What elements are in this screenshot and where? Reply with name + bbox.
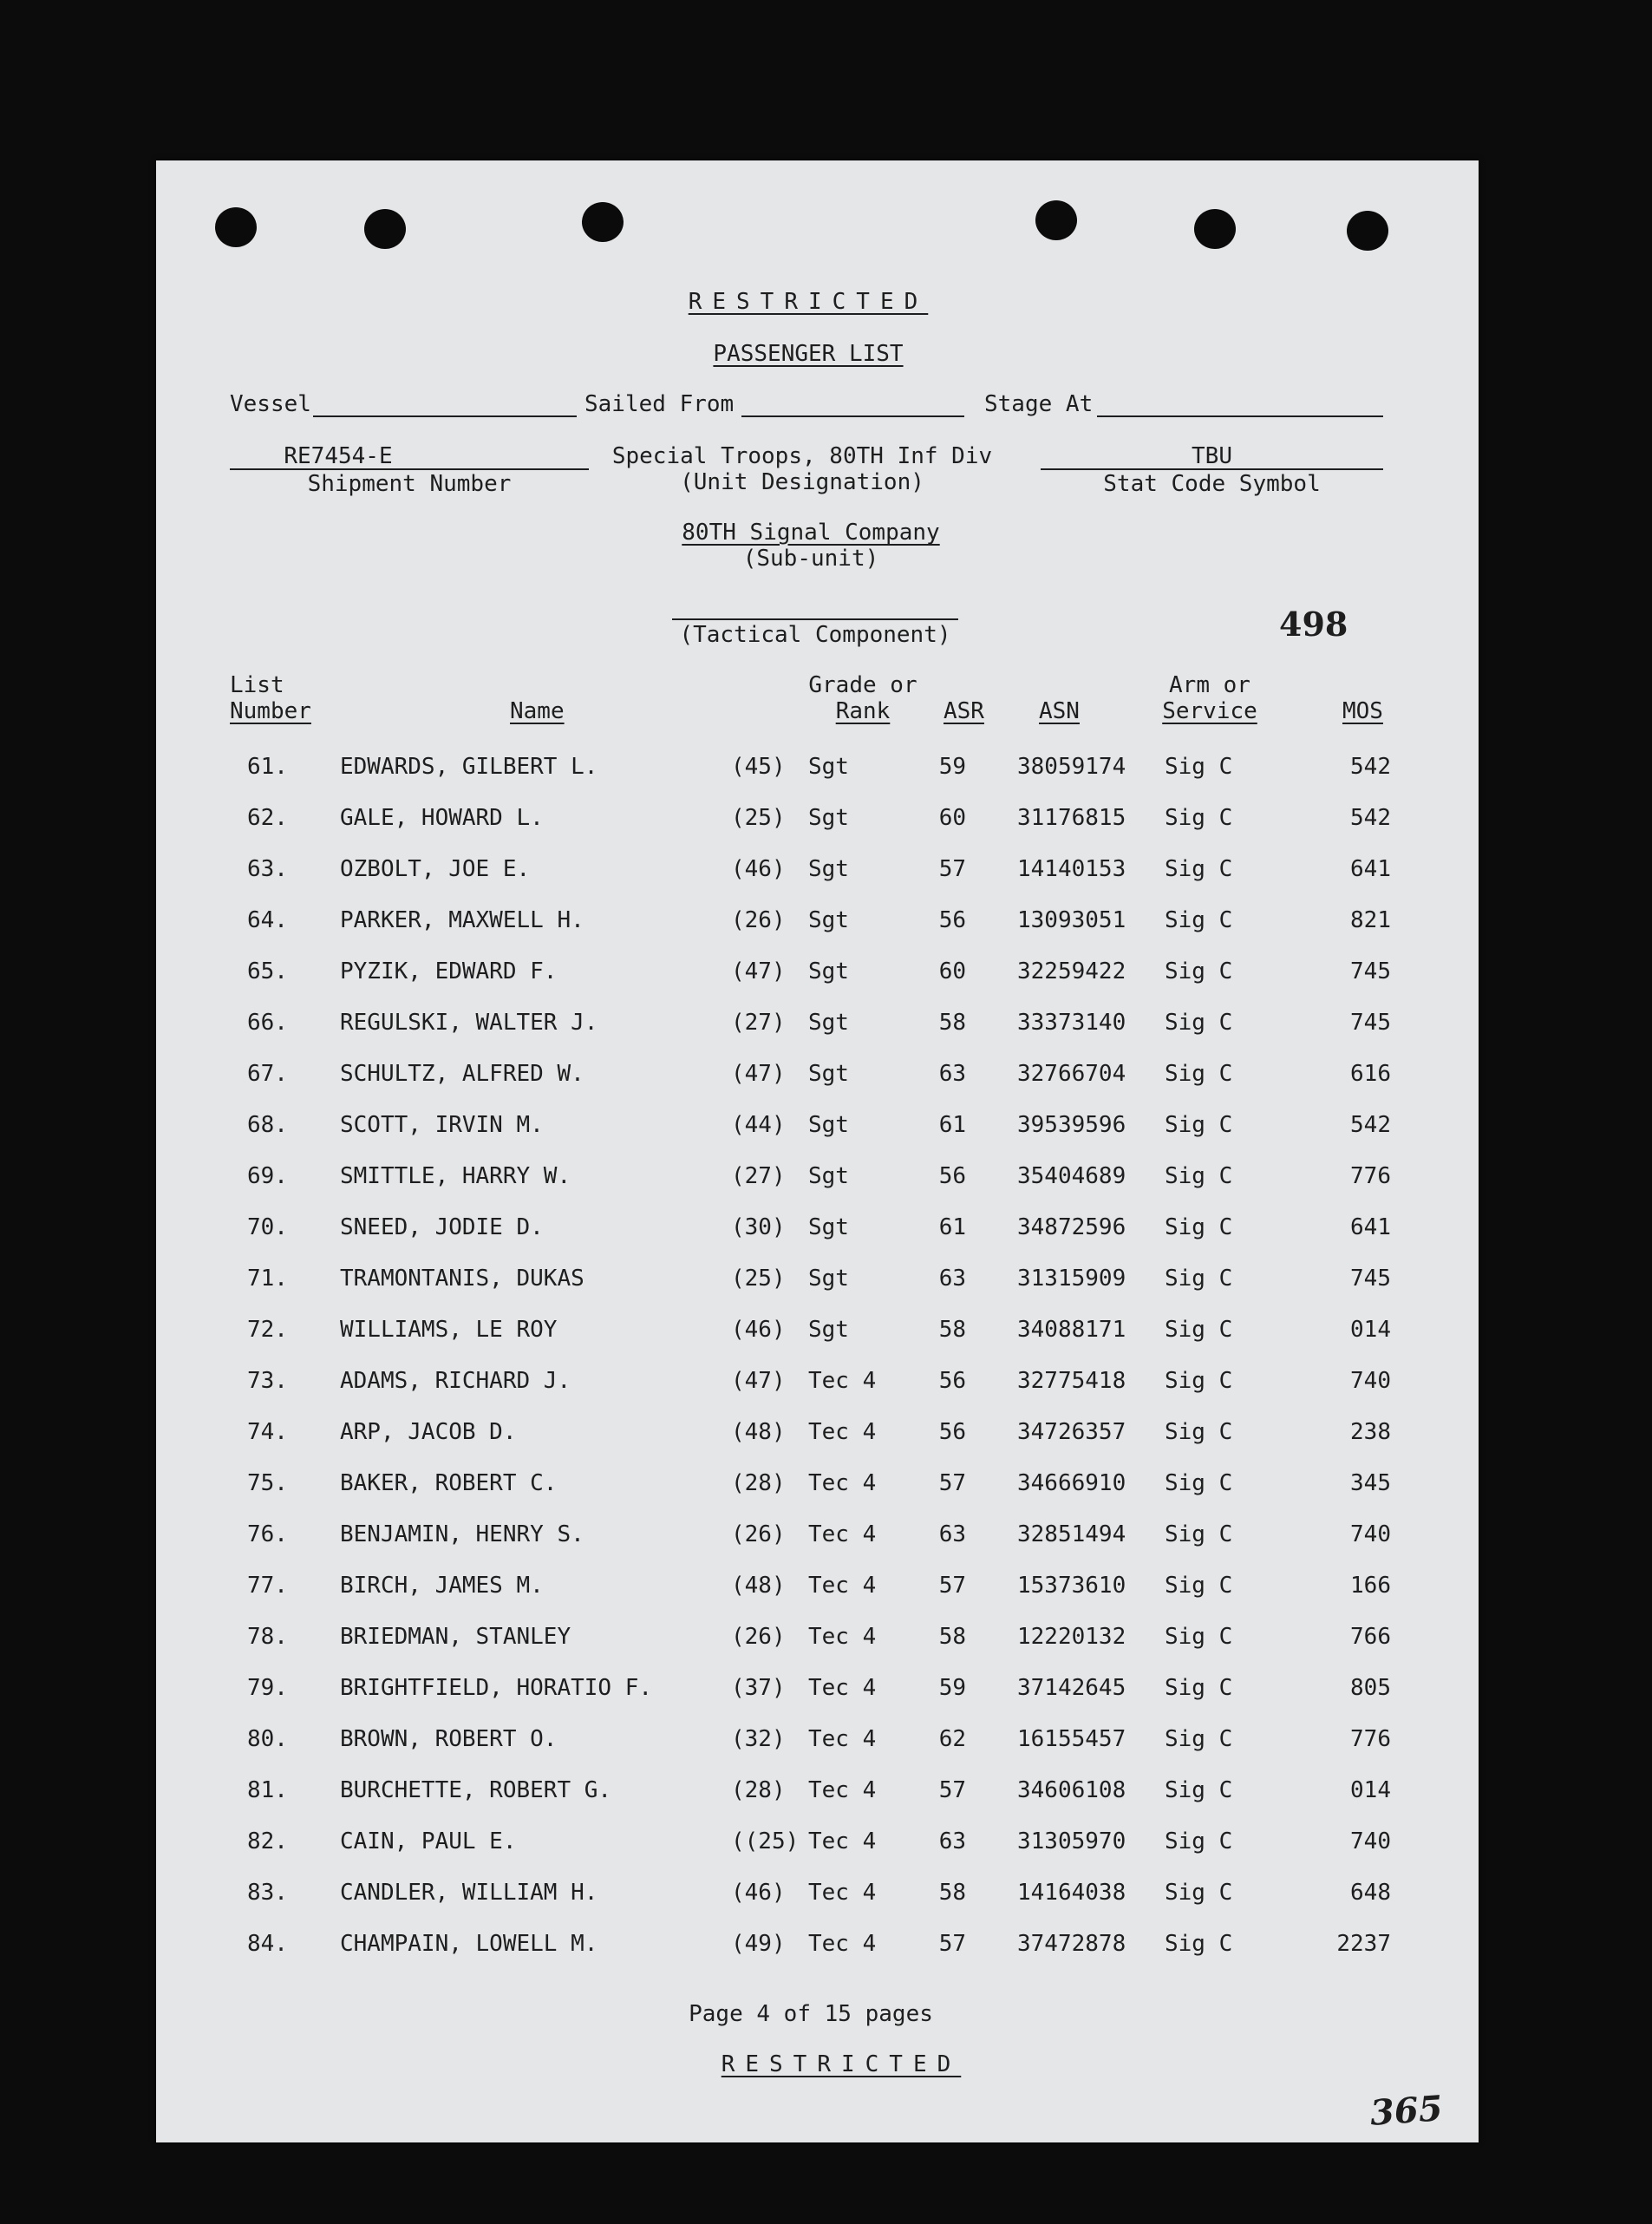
stat-code: TBU (1192, 443, 1232, 469)
grade: Sgt (808, 754, 849, 780)
grade: Sgt (808, 1163, 849, 1189)
list-number: 82. (247, 1828, 288, 1854)
asr: 57 (938, 1470, 966, 1496)
arm-service: Sig C (1165, 1726, 1233, 1752)
mos: 238 (1350, 1419, 1391, 1445)
arm-service: Sig C (1165, 1777, 1233, 1803)
table-row (156, 805, 1479, 840)
asn: 31176815 (1017, 805, 1126, 831)
table-row (156, 1368, 1479, 1403)
asr: 56 (938, 1419, 966, 1445)
sub-unit: 80TH Signal Company (682, 520, 940, 546)
age-code: (49) (731, 1931, 786, 1957)
mos: 776 (1350, 1726, 1391, 1752)
col-arm-2: Service (1162, 698, 1257, 724)
passenger-name: SNEED, JODIE D. (340, 1214, 544, 1240)
asn: 16155457 (1017, 1726, 1126, 1752)
stage-at-line (1097, 415, 1383, 417)
asr: 57 (938, 1777, 966, 1803)
arm-service: Sig C (1165, 754, 1233, 780)
punch-hole (582, 202, 624, 242)
col-name: Name (510, 698, 565, 724)
punch-hole (364, 209, 406, 249)
age-code: (45) (731, 754, 786, 780)
asn: 14140153 (1017, 856, 1126, 882)
arm-service: Sig C (1165, 1368, 1233, 1394)
table-row (156, 1880, 1479, 1914)
shipment-number: RE7454-E (284, 443, 393, 469)
grade: Sgt (808, 958, 849, 984)
grade: Tec 4 (808, 1368, 877, 1394)
table-row (156, 1112, 1479, 1147)
arm-service: Sig C (1165, 1010, 1233, 1036)
mos: 641 (1350, 1214, 1391, 1240)
asn: 39539596 (1017, 1112, 1126, 1138)
asr: 58 (938, 1317, 966, 1343)
classification-top: RESTRICTED (688, 289, 929, 315)
grade: Sgt (808, 856, 849, 882)
mos: 648 (1350, 1880, 1391, 1906)
asr: 61 (938, 1214, 966, 1240)
asr: 63 (938, 1521, 966, 1547)
mos: 740 (1350, 1828, 1391, 1854)
arm-service: Sig C (1165, 1061, 1233, 1087)
mos: 641 (1350, 856, 1391, 882)
list-number: 62. (247, 805, 288, 831)
passenger-name: BENJAMIN, HENRY S. (340, 1521, 584, 1547)
passenger-name: SMITTLE, HARRY W. (340, 1163, 571, 1189)
table-row (156, 1010, 1479, 1044)
arm-service: Sig C (1165, 1828, 1233, 1854)
list-number: 64. (247, 907, 288, 933)
list-number: 68. (247, 1112, 288, 1138)
passenger-name: BIRCH, JAMES M. (340, 1573, 544, 1599)
list-number: 76. (247, 1521, 288, 1547)
punch-hole (215, 207, 257, 247)
asr: 63 (938, 1828, 966, 1854)
mos: 345 (1350, 1470, 1391, 1496)
asn: 32851494 (1017, 1521, 1126, 1547)
col-grade-2: Rank (835, 698, 891, 724)
asr: 58 (938, 1624, 966, 1650)
mos: 542 (1350, 1112, 1391, 1138)
grade: Sgt (808, 1317, 849, 1343)
age-code: (47) (731, 958, 786, 984)
age-code: (30) (731, 1214, 786, 1240)
list-number: 67. (247, 1061, 288, 1087)
list-number: 84. (247, 1931, 288, 1957)
grade: Tec 4 (808, 1675, 877, 1701)
asn: 34606108 (1017, 1777, 1126, 1803)
list-number: 72. (247, 1317, 288, 1343)
asn: 34872596 (1017, 1214, 1126, 1240)
arm-service: Sig C (1165, 1214, 1233, 1240)
table-row (156, 1777, 1479, 1812)
list-number: 69. (247, 1163, 288, 1189)
passenger-name: BURCHETTE, ROBERT G. (340, 1777, 612, 1803)
passenger-name: WILLIAMS, LE ROY (340, 1317, 558, 1343)
asr: 62 (938, 1726, 966, 1752)
vessel-label: Vessel (230, 391, 311, 417)
list-number: 78. (247, 1624, 288, 1650)
passenger-name: BRIGHTFIELD, HORATIO F. (340, 1675, 653, 1701)
arm-service: Sig C (1165, 1573, 1233, 1599)
document-page (156, 160, 1479, 2142)
asn: 32259422 (1017, 958, 1126, 984)
table-row (156, 1061, 1479, 1096)
punch-hole (1347, 211, 1388, 251)
mos: 740 (1350, 1521, 1391, 1547)
table-row (156, 754, 1479, 788)
asn: 13093051 (1017, 907, 1126, 933)
asn: 37472878 (1017, 1931, 1126, 1957)
passenger-name: TRAMONTANIS, DUKAS (340, 1266, 584, 1292)
grade: Tec 4 (808, 1573, 877, 1599)
mos: 745 (1350, 958, 1391, 984)
mos: 542 (1350, 754, 1391, 780)
age-code: (48) (731, 1419, 786, 1445)
arm-service: Sig C (1165, 1163, 1233, 1189)
asr: 56 (938, 1163, 966, 1189)
grade: Sgt (808, 1010, 849, 1036)
col-grade (789, 672, 937, 724)
document-title: PASSENGER LIST (713, 341, 904, 367)
asn: 34088171 (1017, 1317, 1126, 1343)
list-number: 79. (247, 1675, 288, 1701)
asr: 56 (938, 1368, 966, 1394)
table-row (156, 907, 1479, 942)
asn: 38059174 (1017, 754, 1126, 780)
passenger-name: REGULSKI, WALTER J. (340, 1010, 598, 1036)
age-code: (26) (731, 1521, 786, 1547)
sub-unit-label: (Sub-unit) (742, 546, 879, 572)
table-row (156, 1675, 1479, 1710)
passenger-name: ADAMS, RICHARD J. (340, 1368, 571, 1394)
asr: 58 (938, 1010, 966, 1036)
asr: 63 (938, 1061, 966, 1087)
grade: Sgt (808, 1266, 849, 1292)
list-number: 73. (247, 1368, 288, 1394)
passenger-name: PARKER, MAXWELL H. (340, 907, 584, 933)
list-number: 75. (247, 1470, 288, 1496)
table-row (156, 1521, 1479, 1556)
asr: 57 (938, 856, 966, 882)
grade: Tec 4 (808, 1726, 877, 1752)
table-row (156, 1470, 1479, 1505)
passenger-name: CANDLER, WILLIAM H. (340, 1880, 598, 1906)
table-row (156, 1163, 1479, 1198)
passenger-name: CHAMPAIN, LOWELL M. (340, 1931, 598, 1957)
table-row (156, 1931, 1479, 1966)
asn: 35404689 (1017, 1163, 1126, 1189)
table-row (156, 1266, 1479, 1300)
grade: Sgt (808, 805, 849, 831)
arm-service: Sig C (1165, 1317, 1233, 1343)
arm-service: Sig C (1165, 1521, 1233, 1547)
vessel-line (313, 415, 577, 417)
col-arm-1: Arm or (1169, 672, 1250, 698)
arm-service: Sig C (1165, 856, 1233, 882)
asn: 34666910 (1017, 1470, 1126, 1496)
age-code: ((25) (731, 1828, 800, 1854)
age-code: (27) (731, 1010, 786, 1036)
age-code: (26) (731, 907, 786, 933)
stat-code-label: Stat Code Symbol (1103, 471, 1321, 497)
passenger-name: SCHULTZ, ALFRED W. (340, 1061, 584, 1087)
list-number: 61. (247, 754, 288, 780)
asr: 57 (938, 1931, 966, 1957)
shipment-number-label: Shipment Number (307, 471, 512, 497)
asn: 34726357 (1017, 1419, 1126, 1445)
grade: Tec 4 (808, 1880, 877, 1906)
col-list-number-2: Number (230, 698, 311, 724)
age-code: (32) (731, 1726, 786, 1752)
table-row (156, 1419, 1479, 1454)
mos: 821 (1350, 907, 1391, 933)
tactical-component-line (672, 618, 958, 620)
list-number: 80. (247, 1726, 288, 1752)
mos: 766 (1350, 1624, 1391, 1650)
col-asn: ASN (1039, 698, 1080, 724)
unit-designation: Special Troops, 80TH Inf Div (611, 443, 993, 469)
mos: 542 (1350, 805, 1391, 831)
classification-bottom: RESTRICTED (721, 2051, 962, 2077)
arm-service: Sig C (1165, 1112, 1233, 1138)
asr: 60 (938, 958, 966, 984)
asr: 63 (938, 1266, 966, 1292)
age-code: (44) (731, 1112, 786, 1138)
age-code: (27) (731, 1163, 786, 1189)
age-code: (48) (731, 1573, 786, 1599)
mos: 2237 (1336, 1931, 1391, 1957)
passenger-name: ARP, JACOB D. (340, 1419, 517, 1445)
age-code: (28) (731, 1470, 786, 1496)
passenger-name: GALE, HOWARD L. (340, 805, 544, 831)
age-code: (46) (731, 856, 786, 882)
passenger-name: BAKER, ROBERT C. (340, 1470, 558, 1496)
mos: 166 (1350, 1573, 1391, 1599)
passenger-name: CAIN, PAUL E. (340, 1828, 517, 1854)
punch-hole (1035, 200, 1077, 240)
sailed-from-line (741, 415, 964, 417)
stage-at-label: Stage At (984, 391, 1094, 417)
arm-service: Sig C (1165, 1880, 1233, 1906)
list-number: 81. (247, 1777, 288, 1803)
passenger-name: SCOTT, IRVIN M. (340, 1112, 544, 1138)
list-number: 70. (247, 1214, 288, 1240)
table-row (156, 1573, 1479, 1607)
age-code: (25) (731, 1266, 786, 1292)
table-row (156, 1317, 1479, 1351)
col-mos: MOS (1342, 698, 1383, 724)
asr: 58 (938, 1880, 966, 1906)
passenger-name: OZBOLT, JOE E. (340, 856, 531, 882)
asr: 60 (938, 805, 966, 831)
mos: 616 (1350, 1061, 1391, 1087)
asn: 12220132 (1017, 1624, 1126, 1650)
arm-service: Sig C (1165, 958, 1233, 984)
col-list-number (230, 672, 311, 724)
list-number: 65. (247, 958, 288, 984)
age-code: (28) (731, 1777, 786, 1803)
asn: 33373140 (1017, 1010, 1126, 1036)
passenger-name: BRIEDMAN, STANLEY (340, 1624, 571, 1650)
asr: 57 (938, 1573, 966, 1599)
age-code: (26) (731, 1624, 786, 1650)
asn: 37142645 (1017, 1675, 1126, 1701)
asr: 56 (938, 907, 966, 933)
arm-service: Sig C (1165, 1675, 1233, 1701)
table-row (156, 1624, 1479, 1658)
grade: Sgt (808, 1112, 849, 1138)
list-number: 63. (247, 856, 288, 882)
age-code: (47) (731, 1061, 786, 1087)
grade: Tec 4 (808, 1828, 877, 1854)
grade: Sgt (808, 1214, 849, 1240)
passenger-name: BROWN, ROBERT O. (340, 1726, 558, 1752)
passenger-name: PYZIK, EDWARD F. (340, 958, 558, 984)
grade: Tec 4 (808, 1624, 877, 1650)
page-indicator: Page 4 of 15 pages (689, 2001, 933, 2027)
list-number: 66. (247, 1010, 288, 1036)
col-asr: ASR (944, 698, 984, 724)
age-code: (37) (731, 1675, 786, 1701)
mos: 014 (1350, 1777, 1391, 1803)
asr: 61 (938, 1112, 966, 1138)
col-list-number-1: List (230, 672, 284, 698)
handwritten-number: 365 (1368, 2088, 1445, 2134)
arm-service: Sig C (1165, 1470, 1233, 1496)
mos: 745 (1350, 1010, 1391, 1036)
mos: 805 (1350, 1675, 1391, 1701)
arm-service: Sig C (1165, 1419, 1233, 1445)
tactical-component-label: (Tactical Component) (679, 622, 951, 648)
age-code: (46) (731, 1880, 786, 1906)
mos: 014 (1350, 1317, 1391, 1343)
arm-service: Sig C (1165, 805, 1233, 831)
table-row (156, 1828, 1479, 1863)
stamp-number: 498 (1279, 605, 1348, 644)
asn: 31315909 (1017, 1266, 1126, 1292)
punch-hole (1194, 209, 1236, 249)
col-grade-1: Grade or (808, 672, 917, 698)
mos: 776 (1350, 1163, 1391, 1189)
asr: 59 (938, 754, 966, 780)
passenger-name: EDWARDS, GILBERT L. (340, 754, 598, 780)
grade: Sgt (808, 1061, 849, 1087)
col-arm (1140, 672, 1279, 724)
arm-service: Sig C (1165, 1931, 1233, 1957)
asn: 14164038 (1017, 1880, 1126, 1906)
grade: Tec 4 (808, 1419, 877, 1445)
age-code: (46) (731, 1317, 786, 1343)
age-code: (47) (731, 1368, 786, 1394)
list-number: 83. (247, 1880, 288, 1906)
asn: 32775418 (1017, 1368, 1126, 1394)
table-row (156, 958, 1479, 993)
asn: 31305970 (1017, 1828, 1126, 1854)
unit-designation-label: (Unit Designation) (680, 469, 924, 495)
mos: 745 (1350, 1266, 1391, 1292)
grade: Tec 4 (808, 1470, 877, 1496)
asn: 32766704 (1017, 1061, 1126, 1087)
age-code: (25) (731, 805, 786, 831)
list-number: 71. (247, 1266, 288, 1292)
sailed-from-label: Sailed From (584, 391, 735, 417)
arm-service: Sig C (1165, 1624, 1233, 1650)
table-row (156, 1726, 1479, 1761)
grade: Sgt (808, 907, 849, 933)
asr: 59 (938, 1675, 966, 1701)
arm-service: Sig C (1165, 1266, 1233, 1292)
grade: Tec 4 (808, 1521, 877, 1547)
arm-service: Sig C (1165, 907, 1233, 933)
grade: Tec 4 (808, 1931, 877, 1957)
asn: 15373610 (1017, 1573, 1126, 1599)
table-row (156, 1214, 1479, 1249)
grade: Tec 4 (808, 1777, 877, 1803)
mos: 740 (1350, 1368, 1391, 1394)
list-number: 77. (247, 1573, 288, 1599)
list-number: 74. (247, 1419, 288, 1445)
table-row (156, 856, 1479, 891)
